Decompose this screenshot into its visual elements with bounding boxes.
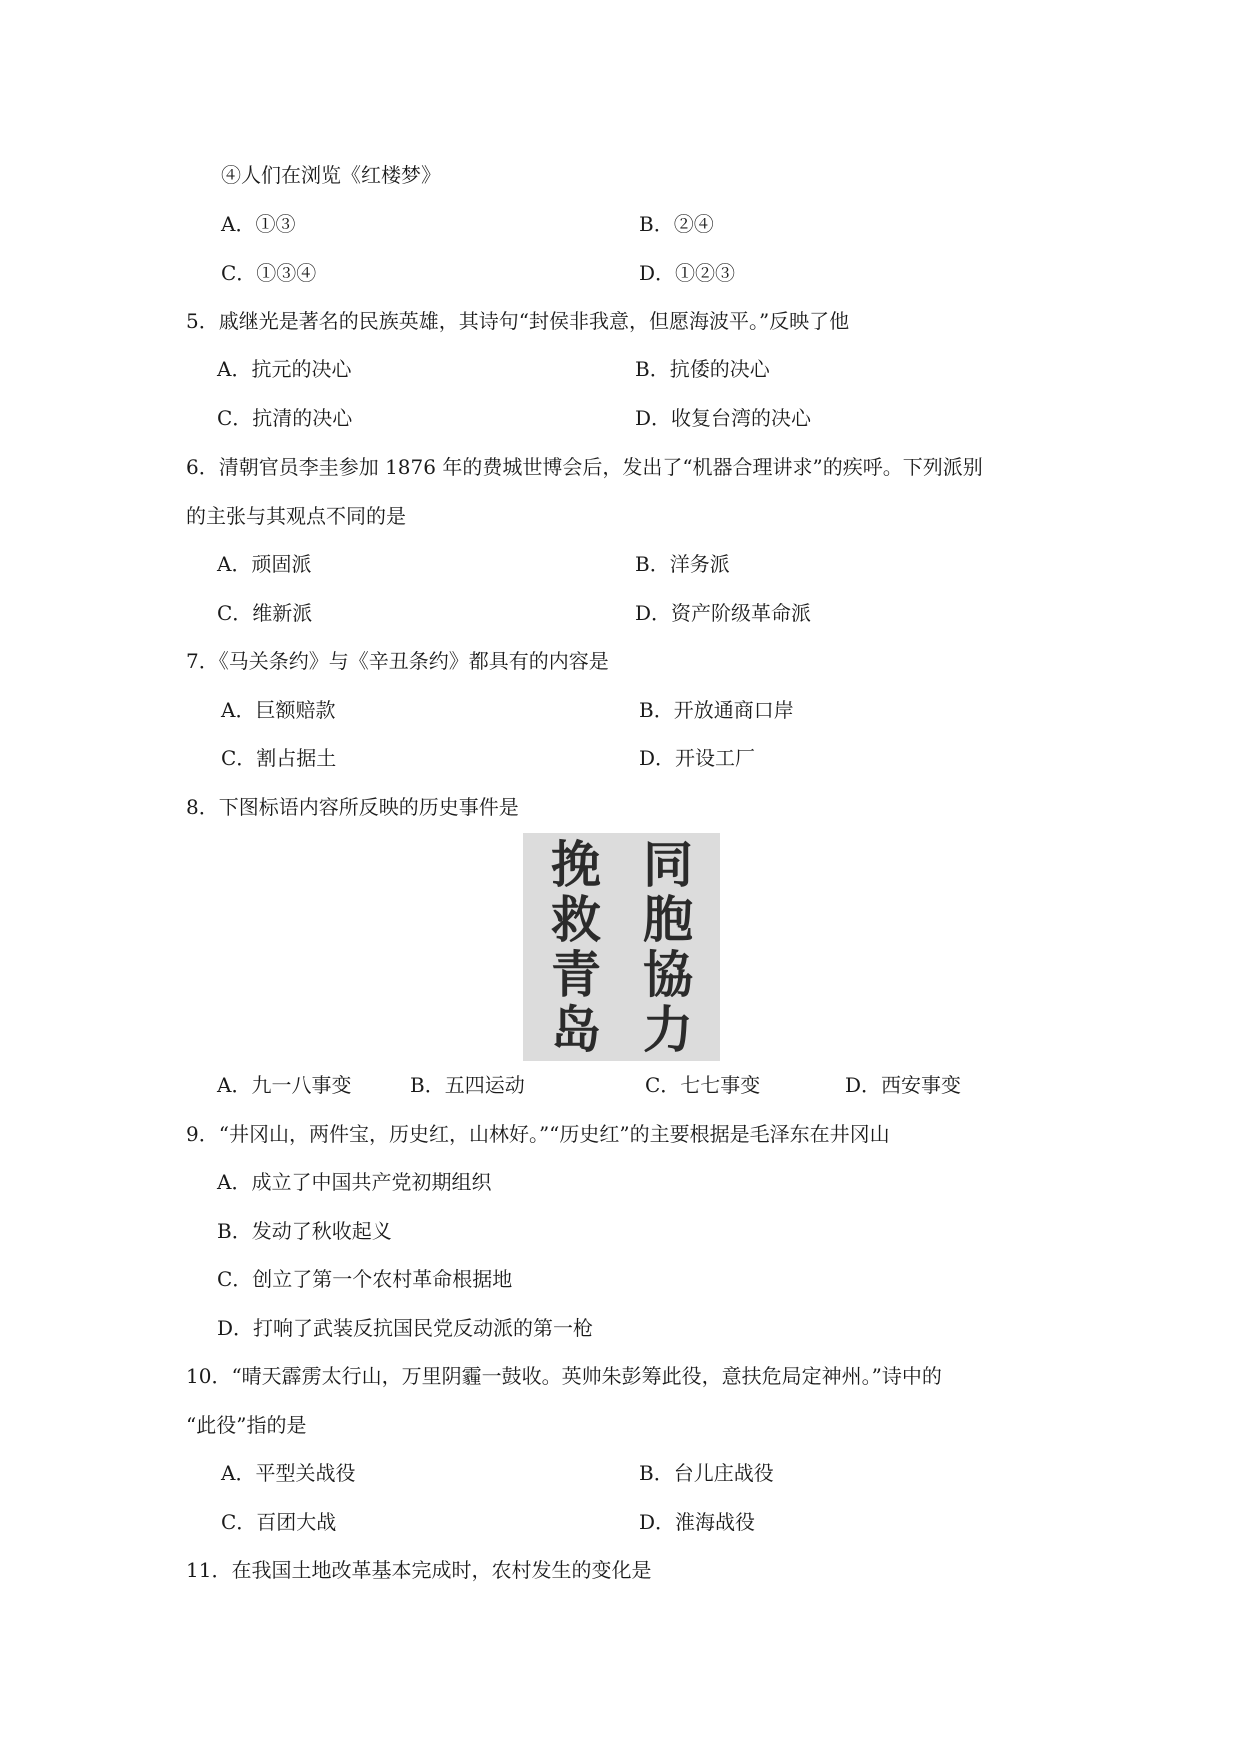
q9-option-d: D．打响了武装反抗国民党反动派的第一枪: [217, 1316, 594, 1340]
q5-option-d: D．收复台湾的决心: [635, 406, 812, 430]
q6-stem-line1: 6．清朝官员李圭参加 1876 年的费城世博会后，发出了“机器合理讲求”的疾呼。下列派别: [186, 455, 983, 479]
q6-option-c: C．维新派: [217, 601, 313, 625]
q7-stem: 7．《马关条约》与《辛丑条约》都具有的内容是: [186, 649, 609, 673]
banner-char: 青: [551, 945, 601, 1004]
banner-char: 挽: [551, 835, 601, 894]
q9-option-b: B．发动了秋收起义: [217, 1219, 392, 1243]
q10-option-b: B．台儿庄战役: [639, 1461, 774, 1485]
q7-option-d: D．开设工厂: [639, 746, 756, 770]
q10-option-a: A．平型关战役: [221, 1461, 356, 1485]
q8-option-a: A．九一八事变: [217, 1073, 352, 1097]
q7-option-a: A．巨额赔款: [221, 698, 336, 722]
q9-stem: 9．“井冈山，两件宝，历史红，山林好。”“历史红”的主要根据是毛泽东在井冈山: [186, 1122, 890, 1146]
q4-item4: ④人们在浏览《红楼梦》: [221, 163, 441, 187]
q4-option-a: A．①③: [221, 212, 296, 236]
q5-option-a: A．抗元的决心: [217, 357, 352, 381]
banner-char: 力: [643, 1000, 693, 1059]
q6-option-b: B．洋务派: [635, 552, 730, 576]
q6-option-d: D．资产阶级革命派: [635, 601, 812, 625]
q8-option-c: C．七七事变: [645, 1073, 761, 1097]
q10-option-c: C．百团大战: [221, 1510, 337, 1534]
q6-option-a: A．顽固派: [217, 552, 312, 576]
q5-option-c: C．抗清的决心: [217, 406, 353, 430]
q8-stem: 8．下图标语内容所反映的历史事件是: [186, 795, 519, 819]
slogan-banner-image: [523, 833, 720, 1061]
banner-char: 胞: [643, 890, 693, 949]
q10-stem-line1: 10．“晴天霹雳太行山，万里阴霾一鼓收。英帅朱彭筹此役，意扶危局定神州。”诗中的: [186, 1364, 942, 1388]
banner-left-column: [531, 837, 621, 1057]
banner-right-column: [623, 837, 713, 1057]
banner-char: 救: [551, 890, 601, 949]
banner-char: 協: [643, 945, 693, 1004]
q7-option-c: C．割占据土: [221, 746, 337, 770]
q8-option-b: B．五四运动: [410, 1073, 525, 1097]
banner-char: 同: [643, 835, 693, 894]
q9-option-a: A．成立了中国共产党初期组织: [217, 1170, 492, 1194]
q10-stem-line2: “此役”指的是: [186, 1413, 307, 1437]
q4-option-c: C．①③④: [221, 261, 317, 285]
q8-option-d: D．西安事变: [845, 1073, 962, 1097]
q9-option-c: C．创立了第一个农村革命根据地: [217, 1267, 513, 1291]
banner-char: 岛: [551, 1000, 601, 1059]
q5-stem: 5．戚继光是著名的民族英雄，其诗句“封侯非我意，但愿海波平。”反映了他: [186, 309, 850, 333]
q6-stem-line2: 的主张与其观点不同的是: [186, 504, 406, 528]
q4-option-b: B．②④: [639, 212, 714, 236]
q7-option-b: B．开放通商口岸: [639, 698, 794, 722]
q4-option-d: D．①②③: [639, 261, 736, 285]
q11-stem: 11．在我国土地改革基本完成时，农村发生的变化是: [186, 1558, 652, 1582]
q10-option-d: D．淮海战役: [639, 1510, 756, 1534]
q5-option-b: B．抗倭的决心: [635, 357, 770, 381]
